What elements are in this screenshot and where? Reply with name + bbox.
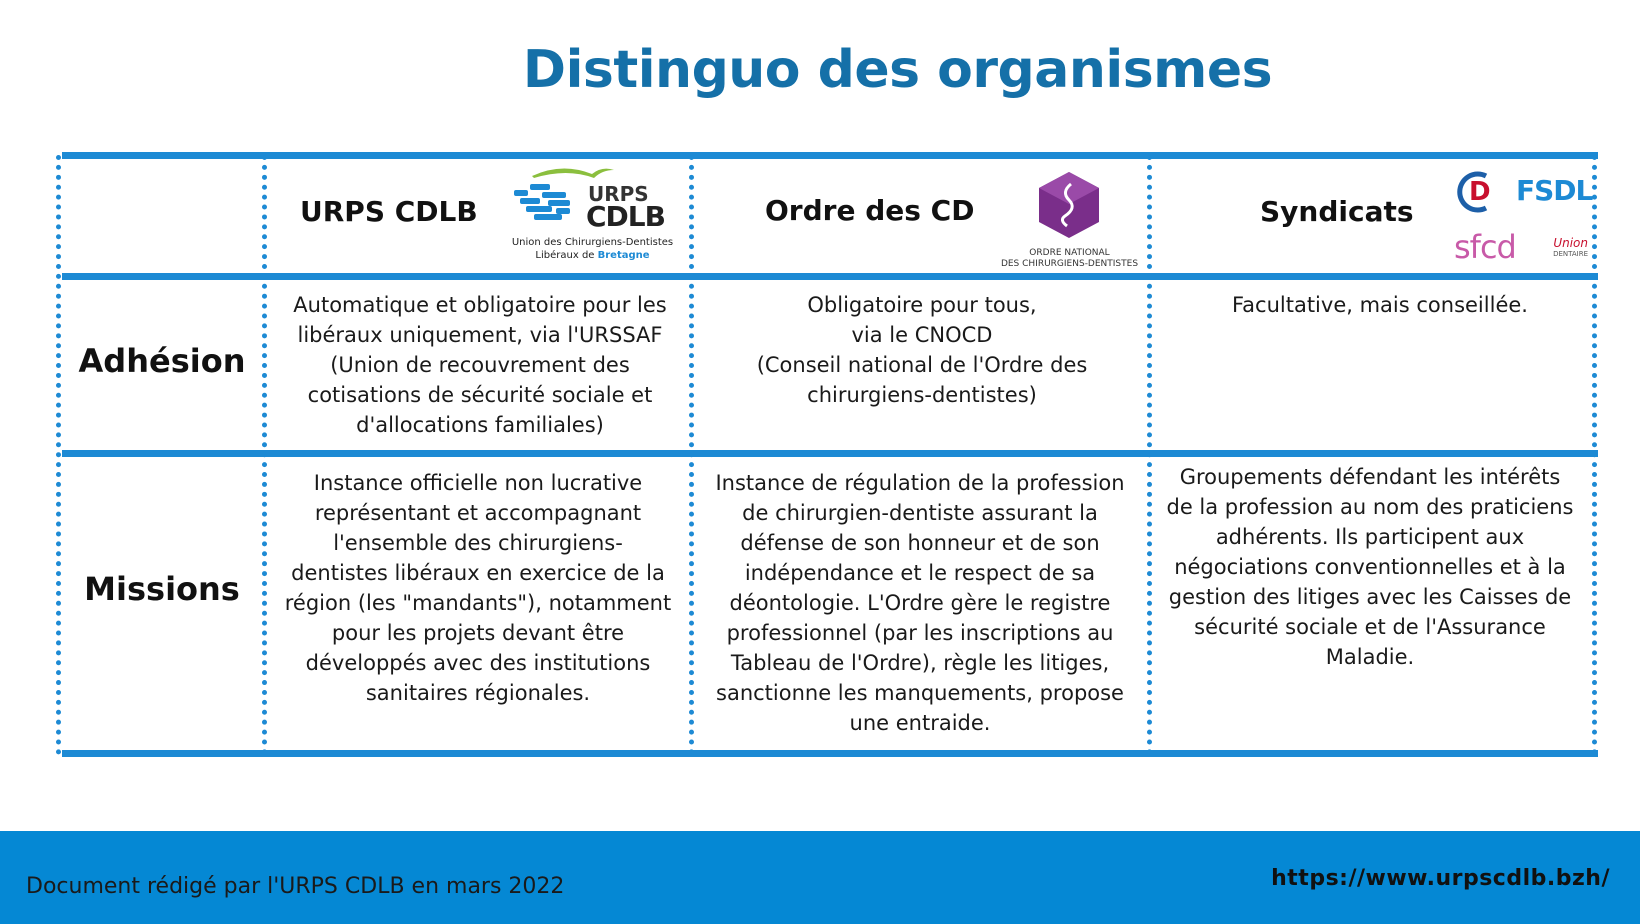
cell-missions-urps: Instance officielle non lucrative représentant et accompagnant l'ensemble des chirurgiens- dentistes libéraux en exercice de la région (les "mandants"), notamment pour les projets devant être développés avec des institutions sanitaires régionales. bbox=[284, 471, 672, 705]
ordre-logo-subtitle: ORDRE NATIONAL DES CHIRURGIENS-DENTISTES bbox=[1000, 248, 1139, 269]
table-top-border bbox=[62, 152, 1598, 159]
table-right-border bbox=[1592, 155, 1597, 755]
table-bottom-border bbox=[62, 750, 1598, 757]
union-dentaire-logo: Union DENTAIRE bbox=[1553, 236, 1588, 258]
page-title: Distinguo des organismes bbox=[522, 40, 1273, 100]
table-left-border bbox=[56, 155, 61, 755]
table-row-divider bbox=[62, 450, 1598, 457]
footer-credit: Document rédigé par l'URPS CDLB en mars 2022 bbox=[26, 874, 565, 899]
cd-logo: D bbox=[1456, 170, 1500, 214]
sfcd-logo: sfcd bbox=[1454, 228, 1516, 266]
row-label-missions: Missions bbox=[84, 570, 240, 608]
table-column-divider-1 bbox=[262, 155, 267, 755]
fsdl-logo: FSDL bbox=[1516, 174, 1593, 207]
urps-logo-subtitle: Union des Chirurgiens-Dentistes Libéraux de Bretagne bbox=[511, 237, 674, 261]
urps-logo-word-bottom: CDLB bbox=[586, 200, 665, 233]
cell-missions-ordre: Instance de régulation de la profession de chirurgien-dentiste assurant la défense de son honneur et de son indépendance et le respect de sa déontologie. L'Ordre gère le registre professionnel (par les inscriptions au Tableau de l'Ordre), règle les litiges, sanctionne les manquements, propose une entraide. bbox=[715, 471, 1125, 735]
ordre-logo bbox=[1037, 170, 1101, 240]
column-header-urps: URPS CDLB bbox=[300, 195, 478, 228]
ordre-hexagon-icon bbox=[1037, 170, 1101, 240]
cell-adhesion-syndicats: Facultative, mais conseillée. bbox=[1232, 293, 1528, 317]
footer-bar bbox=[0, 831, 1640, 924]
footer-website-link[interactable]: https://www.urpscdlb.bzh/ bbox=[1271, 866, 1610, 891]
table-header-divider bbox=[62, 273, 1598, 280]
row-label-adhesion: Adhésion bbox=[78, 342, 246, 380]
cell-missions-syndicats: Groupements défendant les intérêts de la profession au nom des praticiens adhérents. Ils participent aux négociations conventionnelles et à la gestion des litiges avec les Caisses de sécurité sociale et de l'Assurance Maladie. bbox=[1166, 465, 1574, 669]
cell-adhesion-ordre: Obligatoire pour tous, via le CNOCD (Conseil national de l'Ordre des chirurgiens-dentistes) bbox=[756, 293, 1088, 407]
column-header-ordre: Ordre des CD bbox=[765, 194, 975, 227]
urps-logo-word-top: URPS bbox=[588, 182, 649, 206]
cell-adhesion-urps: Automatique et obligatoire pour les libéraux uniquement, via l'URSSAF (Union de recouvrement des cotisations de sécurité sociale et d'allocations familiales) bbox=[293, 293, 667, 437]
column-header-syndicats: Syndicats bbox=[1260, 195, 1414, 228]
